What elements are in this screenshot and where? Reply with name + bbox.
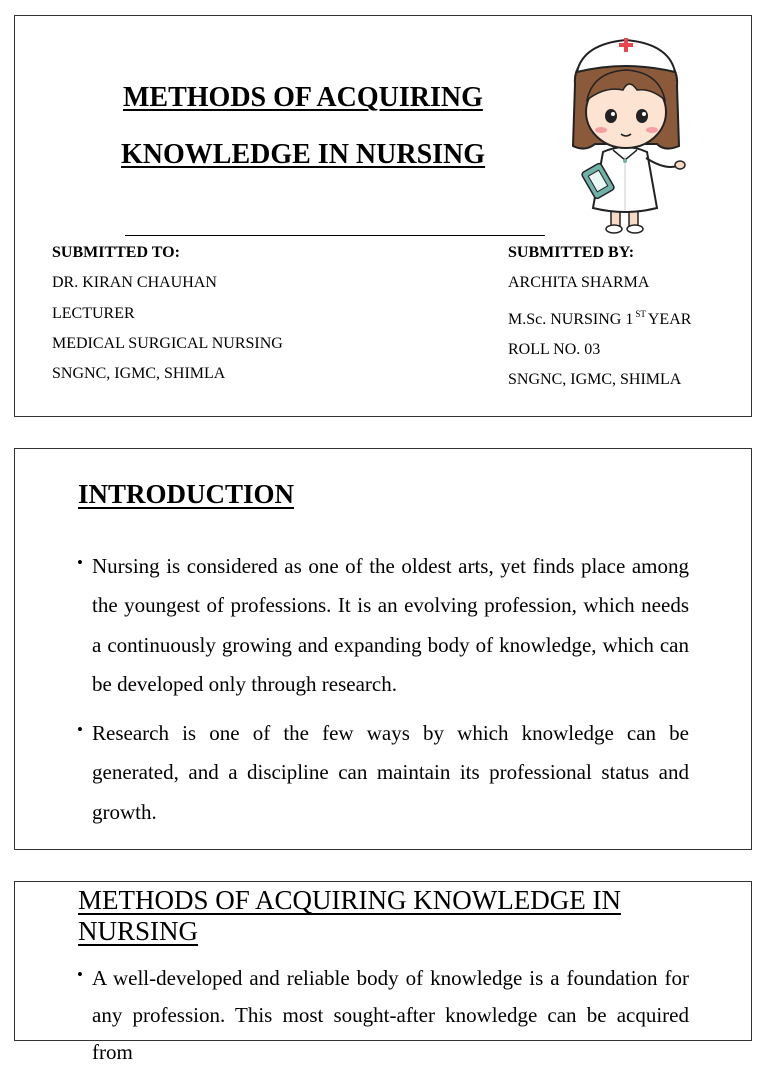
submitted-by-institution: SNGNC, IGMC, SHIMLA [508,371,682,389]
bullet-item: • Nursing is considered as one of the oldest arts, yet finds place among the youngest of professions. It is an evolving profession, which needs a continuously growing and expanding body of knowledge, which can be developed only through research. [77,547,689,704]
course-superscript: ST [635,308,646,319]
submitted-to-designation: LECTURER [52,304,135,322]
methods-bullets [77,960,689,1071]
bullet-item: • Research is one of the few ways by which knowledge can be generated, and a discipline can maintain its professional status and growth. [77,714,689,832]
title-divider [125,235,545,236]
submitted-by-course [508,299,691,335]
nurse-cartoon-icon [553,24,703,241]
title-line-2: KNOWLEDGE IN NURSING [121,139,486,170]
methods-slide [14,881,752,1064]
course-prefix: M.Sc. NURSING 1 [508,310,634,328]
submitted-to-institution: SNGNC, IGMC, SHIMLA [52,365,226,383]
course-suffix: YEAR [647,310,692,328]
methods-heading: METHODS OF ACQUIRING KNOWLEDGE IN NURSING [78,885,621,946]
submitted-to-heading: SUBMITTED TO: [52,244,180,261]
introduction-slide [14,448,752,850]
submitted-by-roll: ROLL NO. 03 [508,340,601,358]
bullet-item: • A well-developed and reliable body of knowledge is a foundation for any profession. This most sought-after knowledge can be acquired from [77,960,689,1071]
title-slide [14,15,752,417]
submitted-by-block [508,238,691,395]
submitted-by-heading: SUBMITTED BY: [508,244,635,261]
introduction-bullets [77,547,689,842]
submitted-by-name: ARCHITA SHARMA [508,274,650,292]
submitted-to-department: MEDICAL SURGICAL NURSING [52,334,283,352]
submitted-to-name: DR. KIRAN CHAUHAN [52,274,217,292]
introduction-heading: INTRODUCTION [78,479,295,509]
submitted-to-block [52,238,283,389]
title-line-1: METHODS OF ACQUIRING [123,82,483,113]
